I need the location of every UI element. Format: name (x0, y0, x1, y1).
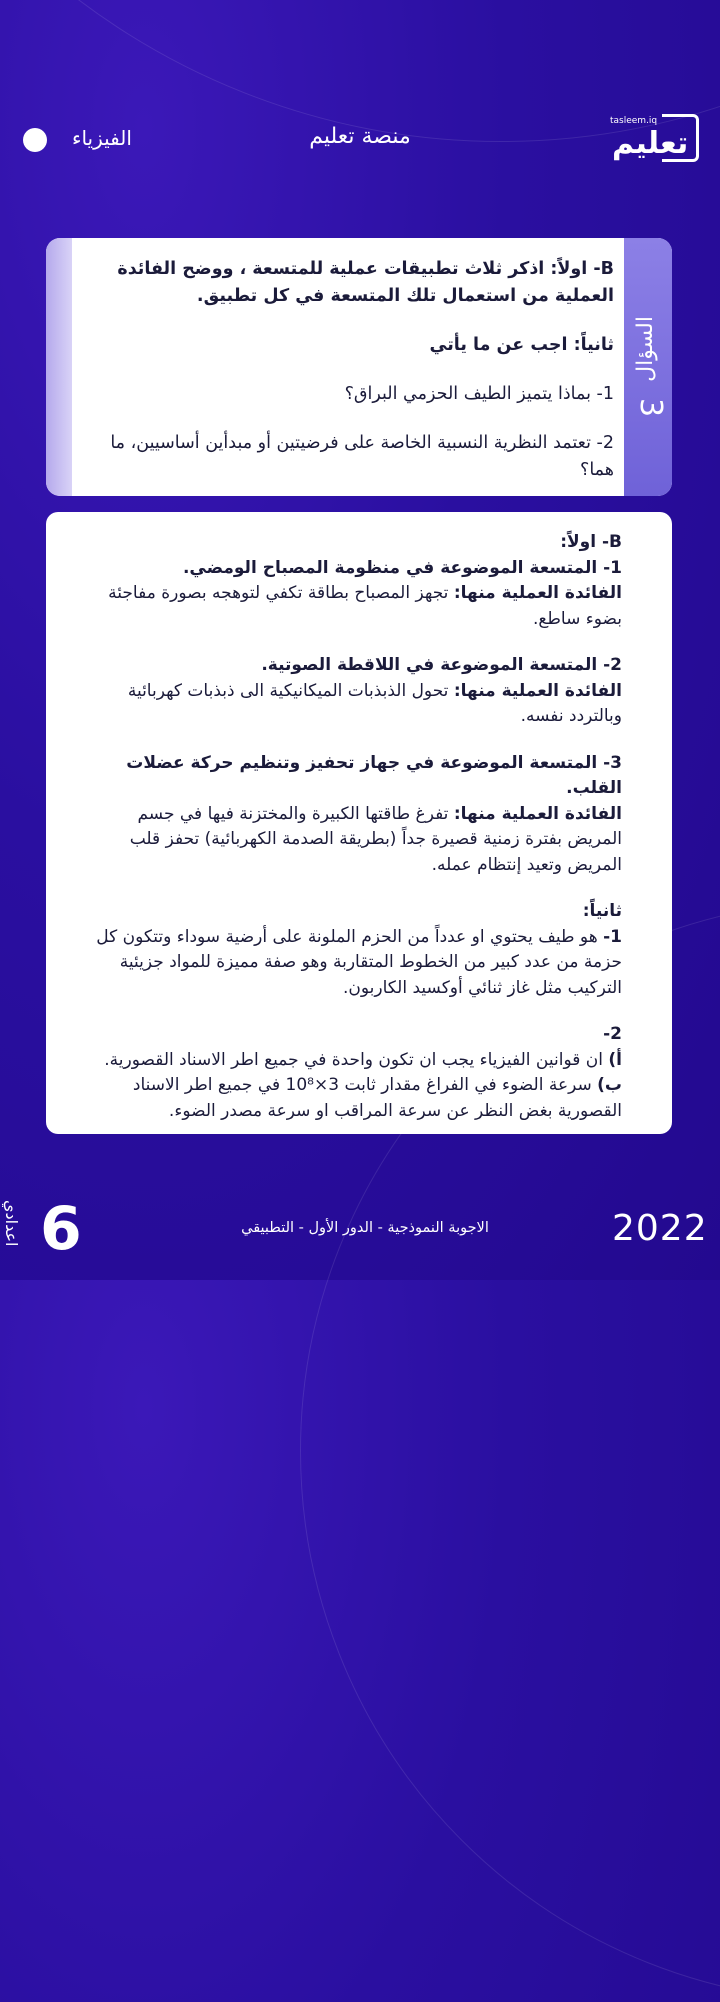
edition-label: الاجوبة النموذجية - الدور الأول - التطبيقي (241, 1220, 489, 1236)
answer-app1-title: 1- المتسعة الموضوعة في منظومة المصباح الومضي. (182, 557, 622, 578)
question-number: 3 (632, 397, 668, 418)
question-part-1: B- اولاً: اذكر ثلاث تطبيقات عملية للمتسعة ، ووضح الفائدة العملية من استعمال تلك المتسعة في كل تطبيق. (117, 259, 614, 306)
year: 2022 (612, 1208, 708, 1249)
grade-number: 6 (40, 1194, 82, 1264)
answer-app2-title: 2- المتسعة الموضوعة في اللاقطة الصوتية. (261, 655, 622, 675)
answer-2a (82, 1048, 622, 1074)
card-strip (46, 238, 72, 496)
benefit-text: تجهز المصباح بطاقة تكفي لتوهجه بصورة مفاجئة بضوء ساطع. (108, 583, 622, 629)
logo-url: tasleem.iq (610, 116, 658, 126)
question-item-1: 1- بماذا يتميز الطيف الحزمي البراق؟ (344, 384, 614, 404)
answer-app1-benefit (82, 581, 622, 632)
benefit-label: الفائدة العملية منها: (453, 680, 622, 701)
answer-2b-text: سرعة الضوء في الفراغ مقدار ثابت 3×10⁸ في جميع اطر الاسناد القصورية بغض النظر عن سرعة المراقب او سرعة مصدر الضوء. (132, 1075, 622, 1121)
answer-2a-text: ان قوانين الفيزياء يجب ان تكون واحدة في جميع اطر الاسناد القصورية. (104, 1049, 603, 1070)
answer-1-text: هو طيف يحتوي او عدداً من الحزم الملونة على أرضية سوداء وتتكون كل حزمة من عدد كبير من الخطوط المتقاربة وهو صفة مميزة للمواد جزيئية التركيب مثل غاز ثنائي أوكسيد الكاربون. (96, 926, 622, 998)
grade-label: اعدادي (2, 1200, 21, 1247)
question-item-2: 2- تعتمد النظرية النسبية الخاصة على فرضيتين أو مبدأين أساسيين، ما هما؟ (110, 433, 614, 480)
subject-label: الفيزياء (72, 126, 132, 150)
question-text (86, 256, 614, 484)
answer-second-title: ثانياً: (582, 901, 622, 921)
answer-1 (82, 925, 622, 1002)
answer-2-number: 2- (603, 1024, 622, 1044)
answer-card (46, 512, 672, 1134)
answer-first-title: B- اولاً: (560, 532, 622, 552)
answer-2a-label: أ) (608, 1049, 622, 1070)
question-part-2-title: ثانياً: اجب عن ما يأتي (429, 335, 614, 355)
answer-app2-benefit (82, 679, 622, 730)
answer-number: 1- (603, 926, 622, 947)
question-label-strip (624, 238, 672, 496)
benefit-text: تحول الذبذبات الميكانيكية الى ذبذبات كهربائية وبالتردد نفسه. (127, 680, 622, 726)
benefit-text: تفرغ طاقتها الكبيرة والمختزنة فيها في جسم المريض بفترة زمنية قصيرة جداً (بطريقة الصدمة الكهربائية) تحفز قلب المريض وتعيد إنتظام عمله. (129, 803, 622, 875)
answer-text (82, 530, 622, 1124)
logo-text: تعليم (612, 126, 689, 161)
question-card (46, 238, 672, 496)
answer-app3-benefit (82, 802, 622, 879)
benefit-label: الفائدة العملية منها: (453, 583, 622, 603)
answer-app3-title: 3- المتسعة الموضوعة في جهاز تحفيز وتنظيم حركة عضلات القلب. (126, 752, 622, 798)
answer-2b (82, 1073, 622, 1124)
header (0, 110, 720, 180)
circle-icon (23, 128, 47, 152)
platform-name: منصة تعليم (309, 124, 411, 149)
question-label: السؤال (633, 316, 658, 382)
benefit-label: الفائدة العملية منها: (453, 803, 622, 824)
answer-2b-label: ب) (597, 1075, 622, 1095)
logo (604, 110, 700, 170)
